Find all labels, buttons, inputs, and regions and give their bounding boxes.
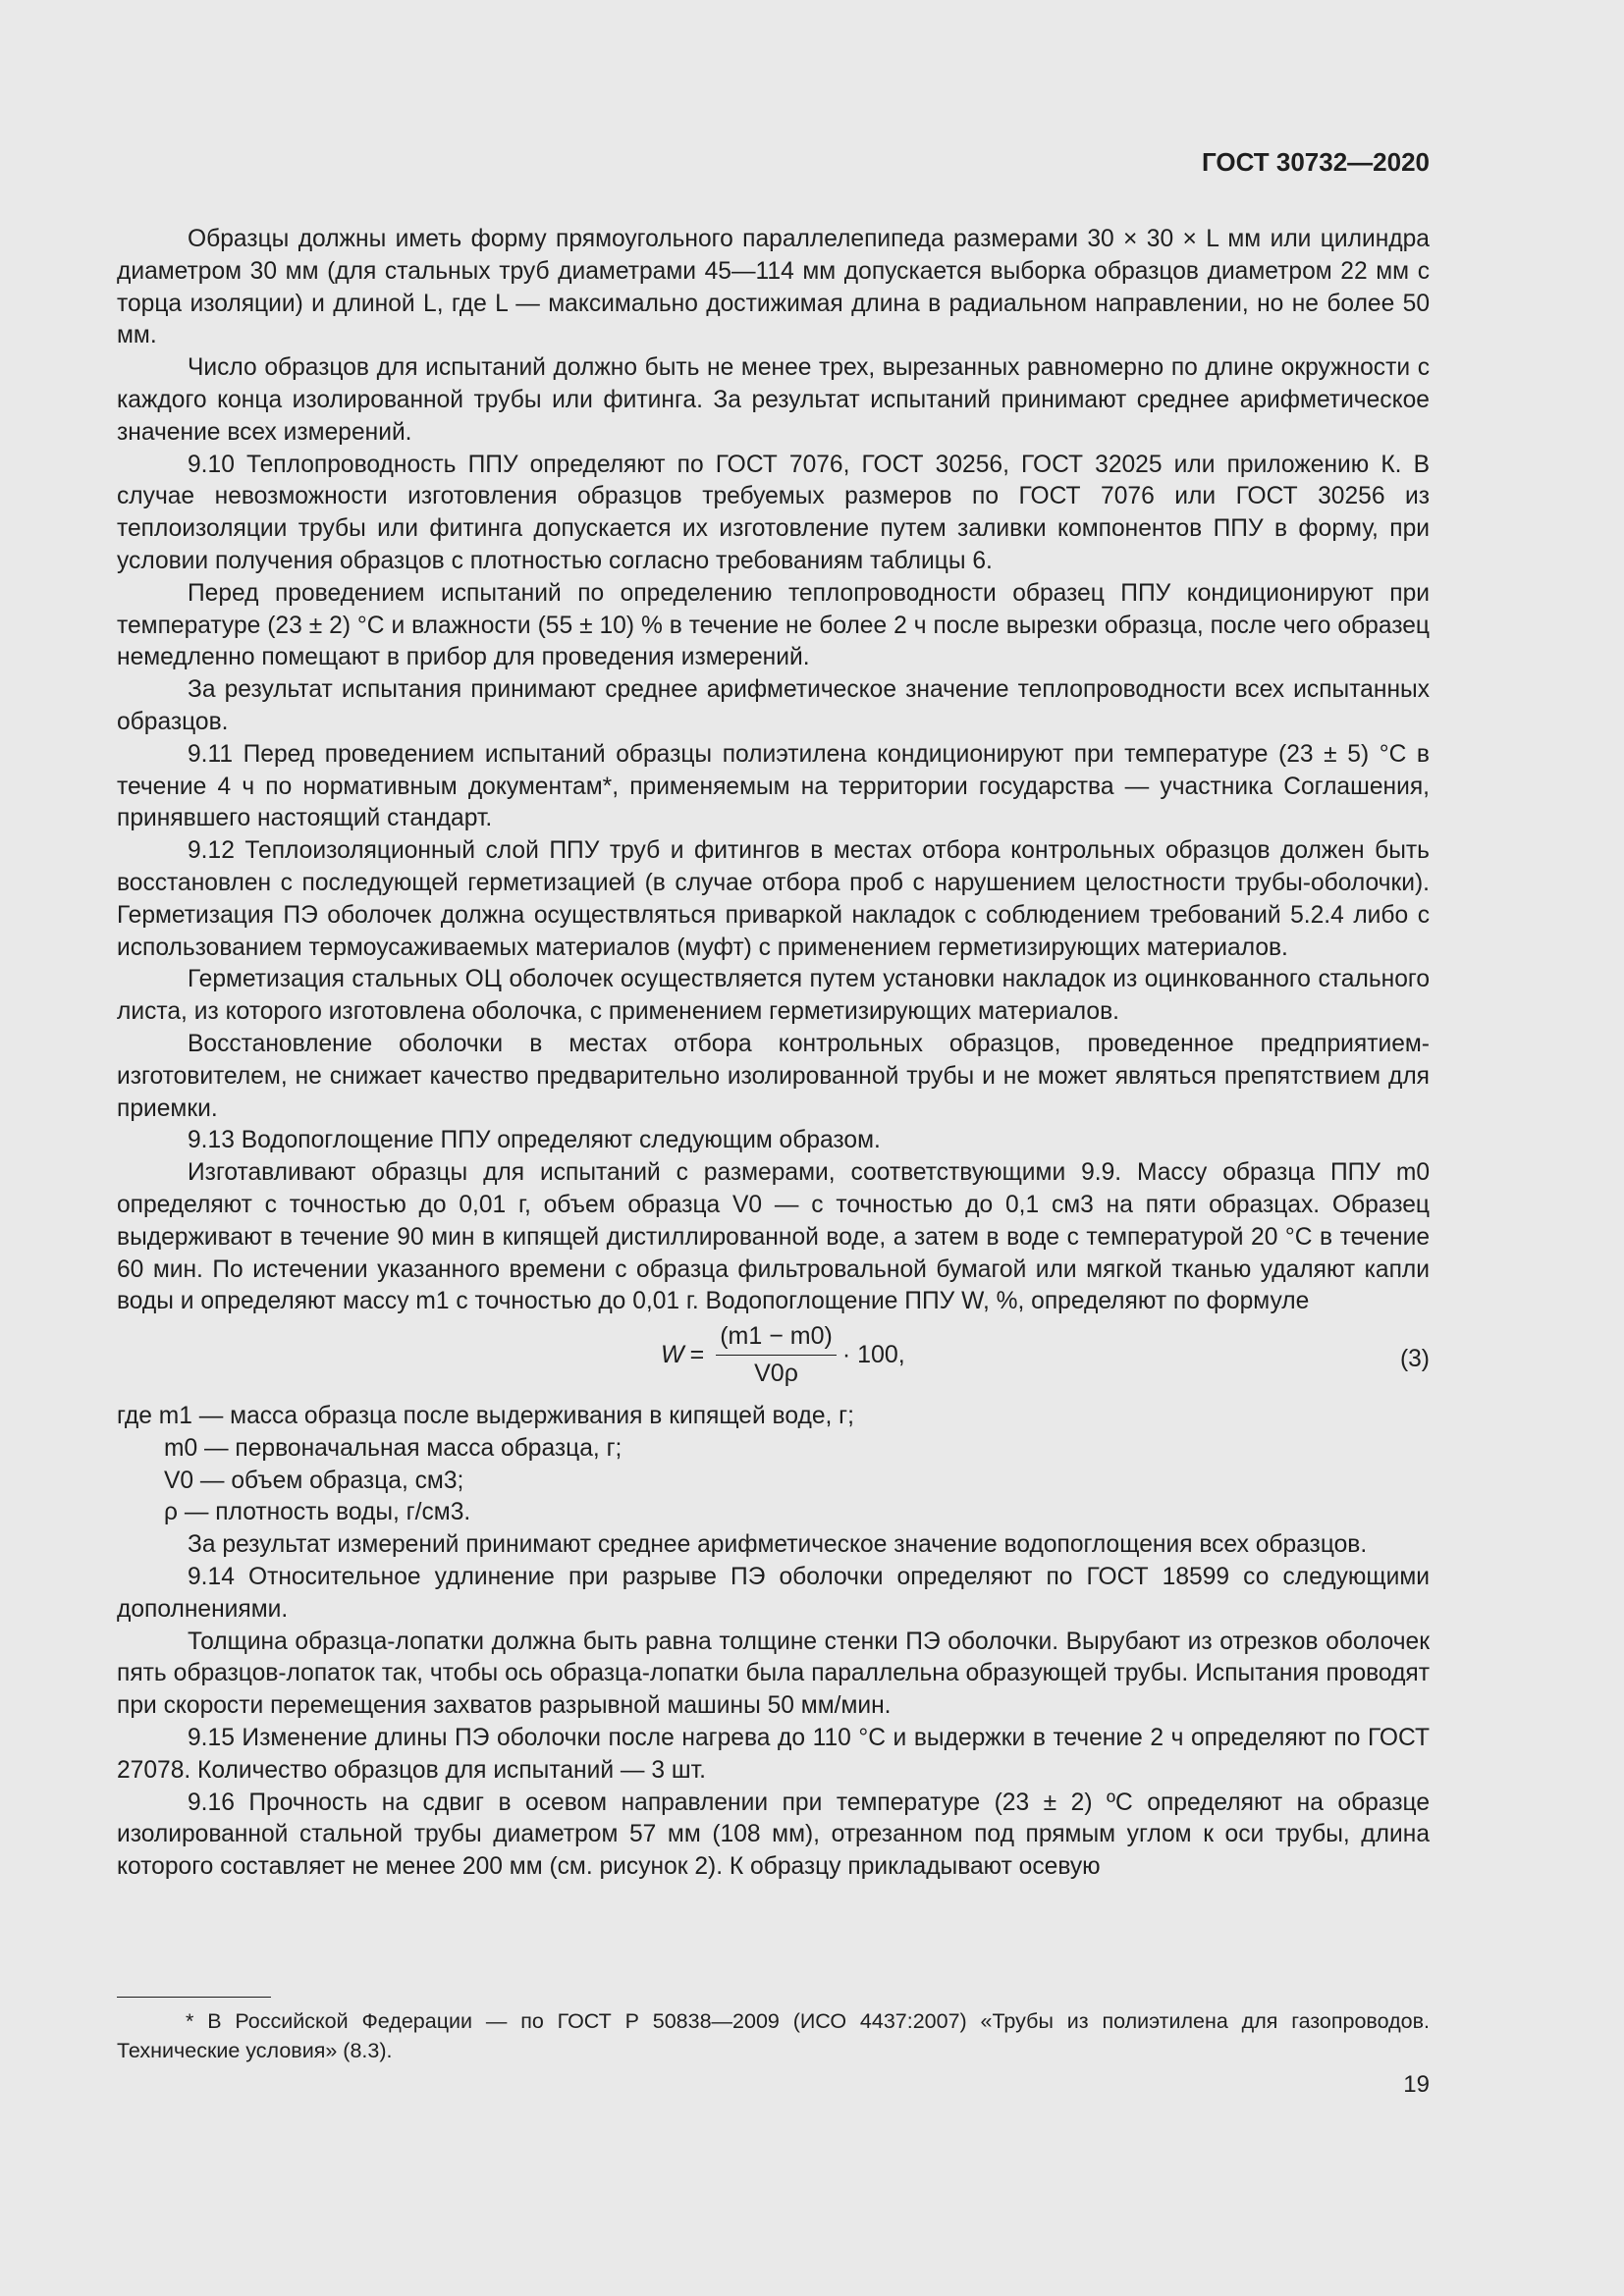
formula-lhs: W [661, 1340, 684, 1368]
formula-numerator: (m1 − m0) [716, 1320, 837, 1356]
page-number: 19 [1403, 2071, 1430, 2098]
definition-m0: m0 — первоначальная масса образца, г; [164, 1434, 623, 1462]
footnote-text: * В Российской Федерации — по ГОСТ Р 50838—2009 (ИСО 4437:2007) «Трубы из полиэтилена для газопроводов. Технические условия» (8.3). [117, 2009, 1430, 2062]
paragraph: За результат испытания принимают среднее арифметическое значение теплопроводности всех испытанных образцов. [117, 676, 1430, 735]
definition-v0: V0 — объем образца, см3; [164, 1467, 464, 1494]
footnote [117, 2006, 1430, 2065]
paragraph: 9.15 Изменение длины ПЭ оболочки после нагрева до 110 °С и выдержки в течение 2 ч определяют по ГОСТ 27078. Количество образцов для испытаний — 3 шт. [117, 1725, 1430, 1784]
definition-rho: ρ — плотность воды, г/см3. [164, 1499, 471, 1526]
definition-line [117, 1401, 1430, 1433]
formula-block [117, 1318, 1430, 1401]
formula-multiplier: · 100, [841, 1340, 905, 1368]
formula-denominator: V0ρ [754, 1359, 798, 1387]
paragraph: 9.13 Водопоглощение ППУ определяют следующим образом. [188, 1127, 881, 1154]
formula-number: (3) [1399, 1346, 1430, 1373]
footnote-divider [117, 1997, 271, 1998]
paragraph: 9.10 Теплопроводность ППУ определяют по ГОСТ 7076, ГОСТ 30256, ГОСТ 32025 или приложению К. В случае невозможности изготовления образцов требуемых размеров по ГОСТ 7076 или ГОСТ 30256 из теплоизоляции трубы или фитинга допускается их изготовление путем заливки компонентов ППУ в форму, при условии получения образцов с плотностью согласно требованиям таблицы 6. [117, 451, 1430, 574]
definition-intro: где [117, 1403, 152, 1430]
document-header: ГОСТ 30732—2020 [1202, 147, 1430, 177]
main-text [117, 224, 1430, 1884]
paragraph: Число образцов для испытаний должно быть не менее трех, вырезанных равномерно по длине окружности с каждого конца изолированной трубы или фитинга. За результат испытаний принимают среднее арифметическое значение всех измерений. [117, 354, 1430, 446]
paragraph: 9.12 Теплоизоляционный слой ППУ труб и фитингов в местах отбора контрольных образцов должен быть восстановлен с последующей герметизацией (в случае отбора проб с нарушением целостности трубы-оболочки). Герметизация ПЭ оболочек должна осуществляться приваркой накладок с соблюдением требований 5.2.4 либо с использованием термоусаживаемых материалов (муфт) с применением герметизирующих материалов. [117, 837, 1430, 961]
paragraph: За результат измерений принимают среднее арифметическое значение водопоглощения всех образцов. [188, 1531, 1368, 1559]
paragraph: Восстановление оболочки в местах отбора контрольных образцов, проведенное предприятием-изготовителем, не снижает качество предварительно изолированной трубы и не может являться препятствием для приемки. [117, 1030, 1430, 1122]
paragraph: Перед проведением испытаний по определению теплопроводности образец ППУ кондиционируют при температуре (23 ± 2) °С и влажности (55 ± 10) % в течение не более 2 ч после вырезки образца, после чего образец немедленно помещают в прибор для проведения измерений. [117, 579, 1430, 671]
definition-m1: m1 — масса образца после выдерживания в кипящей воде, г; [158, 1403, 854, 1430]
paragraph: 9.16 Прочность на сдвиг в осевом направлении при температуре (23 ± 2) ºС определяют на образце изолированной стальной трубы диаметром 57 мм (108 мм), отрезанном под прямым углом к оси трубы, длина которого составляет не менее 200 мм (см. рисунок 2). К образцу прикладывают осевую [117, 1789, 1430, 1881]
paragraph: Изготавливают образцы для испытаний с размерами, соответствующими 9.9. Массу образца ППУ m0 определяют с точностью до 0,01 г, объем образца V0 — с точностью до 0,1 см3 на пяти образцах. Образец выдерживают в течение 90 мин в кипящей дистиллированной воде, а затем в воде с температурой 20 °С в течение 60 мин. По истечении указанного времени с образца фильтровальной бумагой или мягкой тканью удаляют капли воды и определяют массу m1 с точностью до 0,01 г. Водопоглощение ППУ W, %, определяют по формуле [117, 1159, 1430, 1315]
formula-equals: = [689, 1340, 705, 1368]
paragraph: Толщина образца-лопатки должна быть равна толщине стенки ПЭ оболочки. Вырубают из отрезков оболочек пять образцов-лопаток так, чтобы ось образца-лопатки была параллельна образующей трубы. Испытания проводят при скорости перемещения захватов разрывной машины 50 мм/мин. [117, 1628, 1430, 1720]
paragraph: 9.14 Относительное удлинение при разрыве ПЭ оболочки определяют по ГОСТ 18599 со следующими дополнениями. [117, 1564, 1430, 1623]
water-absorption-formula [661, 1320, 905, 1390]
paragraph: Герметизация стальных ОЦ оболочек осуществляется путем установки накладок из оцинкованного стального листа, из которого изготовлена оболочка, с применением герметизирующих материалов. [117, 966, 1430, 1026]
paragraph: 9.11 Перед проведением испытаний образцы полиэтилена кондиционируют при температуре (23 ± 5) °С в течение 4 ч по нормативным документам*, применяемым на территории государства — участника Соглашения, принявшего настоящий стандарт. [117, 740, 1430, 832]
formula-fraction [716, 1320, 837, 1390]
paragraph: Образцы должны иметь форму прямоугольного параллелепипеда размерами 30 × 30 × L мм или цилиндра диаметром 30 мм (для стальных труб диаметрами 45—114 мм допускается выборка образцов диаметром 22 мм с торца изоляции) и длиной L, где L — максимально достижимая длина в радиальном направлении, но не более 50 мм. [117, 226, 1430, 349]
